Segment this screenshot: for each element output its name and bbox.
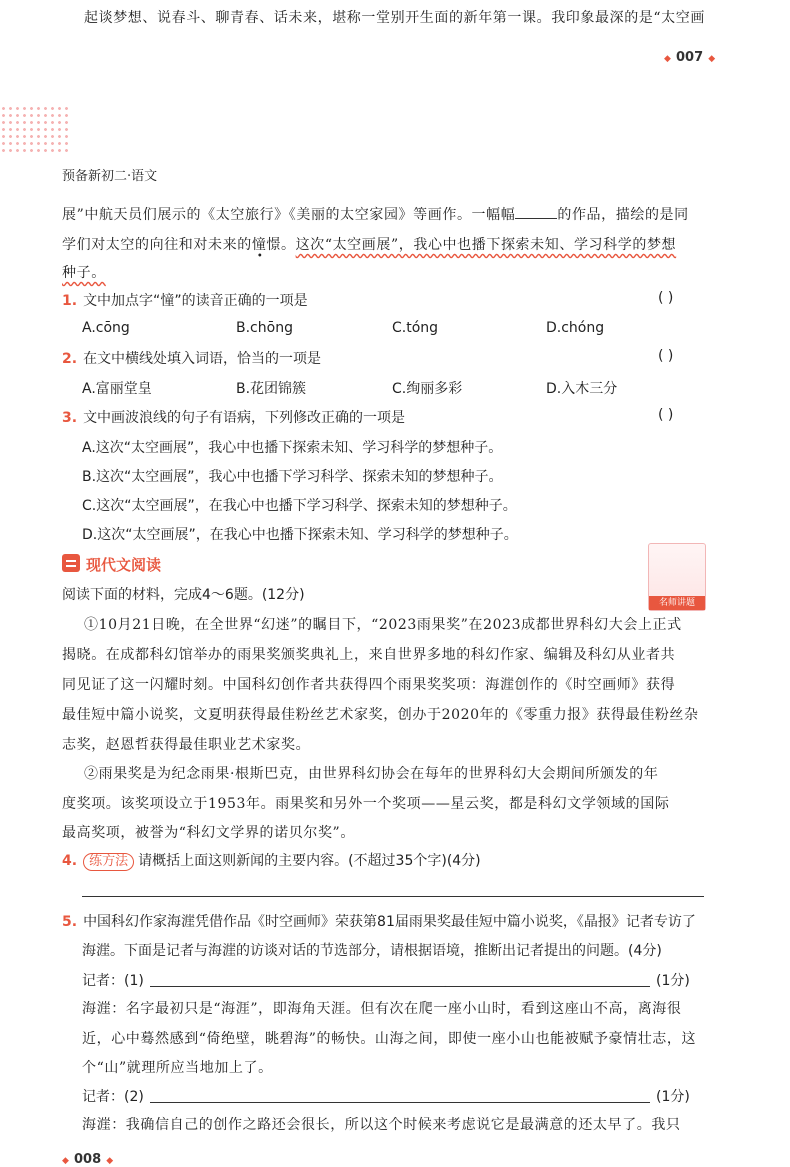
section-instruction: 阅读下面的材料，完成4～6题。(12分) bbox=[62, 587, 305, 603]
article-line: 志奖，赵恩哲获得最佳职业艺术家奖。 bbox=[62, 737, 311, 753]
score-1: (1分) bbox=[656, 973, 690, 989]
wavy-sentence-end: 种子。 bbox=[62, 265, 106, 281]
article-line: ①10月21日晚，在全世界“幻迷”的瞩目下，“2023雨果奖”在2023成都世界科幻大会上正式 bbox=[84, 617, 682, 633]
question-1: 1. 文中加点字“憧”的读音正确的一项是 bbox=[62, 293, 308, 309]
dotted-character: 憧 • bbox=[251, 237, 267, 262]
interview-answer-line: 近，心中蓦然感到“倚绝壁，眺碧海”的畅快。山海之间，即使一座小山也能被赋予豪情壮志，这 bbox=[82, 1031, 697, 1047]
q2-option-a[interactable]: A.富丽堂皇 bbox=[82, 381, 152, 397]
q1-option-a[interactable]: A.cōng bbox=[82, 320, 130, 336]
reporter-question-2: 记者：(2) bbox=[82, 1089, 144, 1105]
article-line: 度奖项。该奖项设立于1953年。雨果奖和另外一个奖项——星云奖，都是科幻文学领域的国际 bbox=[62, 796, 670, 812]
question-4: 4. 练方法 请概括上面这则新闻的主要内容。(不超过35个字)(4分) bbox=[62, 853, 481, 869]
question-3: 3. 文中画波浪线的句子有语病，下列修改正确的一项是 bbox=[62, 410, 406, 426]
article-line: 最佳短中篇小说奖，文夏明获得最佳粉丝艺术家奖，创办于2020年的《零重力报》获得最佳粉丝杂 bbox=[62, 707, 699, 723]
passage-line-2: 学们对太空的向往和对未来的憧 • 憬。这次“太空画展”，我心中也播下探索未知、学习科学的梦想 bbox=[62, 237, 677, 262]
question-5: 5. 中国科幻作家海漄凭借作品《时空画师》荣获第81届雨果奖最佳短中篇小说奖，《晶报》记者专访了 bbox=[62, 914, 696, 930]
question-5-line-2: 海漄。下面是记者与海漄的访谈对话的节选部分，请根据语境，推断出记者提出的问题。(4分) bbox=[82, 943, 662, 959]
q2-option-b[interactable]: B.花团锦簇 bbox=[236, 381, 307, 397]
score-2: (1分) bbox=[656, 1089, 690, 1105]
top-page-number: ◆ 007 ◆ bbox=[664, 50, 716, 65]
answer-line-q4[interactable] bbox=[82, 896, 704, 897]
answer-paren-2[interactable]: ( ) bbox=[658, 348, 674, 364]
article-line: 最高奖项，被誉为“科幻文学界的诺贝尔奖”。 bbox=[62, 825, 355, 841]
q1-option-c[interactable]: C.tóng bbox=[392, 320, 439, 336]
q1-option-b[interactable]: B.chōng bbox=[236, 320, 293, 336]
q3-option-c[interactable]: C.这次“太空画展”，在我心中也播下学习科学、探索未知的梦想种子。 bbox=[82, 498, 517, 514]
top-text-line: 起谈梦想、说春斗、聊青春、话未来，堪称一堂别开生面的新年第一课。我印象最深的是“太空画 bbox=[84, 10, 705, 26]
answer-line-reporter-1[interactable] bbox=[150, 986, 650, 987]
diamond-icon: ◆ bbox=[708, 54, 716, 64]
diamond-icon: ◆ bbox=[664, 54, 671, 64]
answer-paren-1[interactable]: ( ) bbox=[658, 290, 674, 306]
running-title: 预备新初二·语文 bbox=[62, 169, 158, 184]
q3-option-b[interactable]: B.这次“太空画展”，我心中也播下学习科学、探索未知的梦想种子。 bbox=[82, 469, 503, 485]
q3-option-d[interactable]: D.这次“太空画展”，在我心中也播下探索未知、学习科学的梦想种子。 bbox=[82, 527, 518, 543]
dot-pattern-decoration bbox=[0, 105, 72, 153]
wavy-sentence: 这次“太空画展”，我心中也播下探索未知、学习科学的梦想 bbox=[295, 237, 677, 253]
diamond-icon: ◆ bbox=[62, 1156, 69, 1166]
article-line: 揭晓。在成都科幻馆举办的雨果奖颁奖典礼上，来自世界多地的科幻作家、编辑及科幻从业者共 bbox=[62, 647, 676, 663]
teacher-label: 名师讲题 bbox=[649, 596, 705, 610]
answer-paren-3[interactable]: ( ) bbox=[658, 407, 674, 423]
section-title: 现代文阅读 bbox=[86, 556, 162, 574]
answer-line-reporter-2[interactable] bbox=[150, 1102, 650, 1103]
diamond-icon: ◆ bbox=[106, 1156, 114, 1166]
question-2: 2. 在文中横线处填入词语，恰当的一项是 bbox=[62, 351, 322, 367]
q3-option-a[interactable]: A.这次“太空画展”，我心中也播下探索未知、学习科学的梦想种子。 bbox=[82, 440, 503, 456]
teacher-explain-badge[interactable] bbox=[648, 543, 706, 611]
reporter-question-1: 记者：(1) bbox=[82, 973, 144, 989]
passage-line-1: 展”中航天员们展示的《太空旅行》《美丽的太空家园》等画作。一幅幅 的作品，描绘的是同 bbox=[62, 207, 689, 223]
fill-blank bbox=[515, 206, 557, 219]
article-line: 同见证了这一闪耀时刻。中国科幻创作者共获得四个雨果奖奖项：海漄创作的《时空画师》获得 bbox=[62, 677, 676, 693]
section-number-icon bbox=[62, 554, 80, 572]
method-badge: 练方法 bbox=[83, 853, 134, 871]
q1-option-d[interactable]: D.chóng bbox=[546, 320, 605, 336]
bottom-page-number: ◆ 008 ◆ bbox=[62, 1152, 114, 1167]
interview-answer-line: 个“山”就理所应当地加上了。 bbox=[82, 1060, 273, 1076]
q2-option-c[interactable]: C.绚丽多彩 bbox=[392, 381, 463, 397]
interview-answer-line: 海漄：名字最初只是“海涯”，即海角天涯。但有次在爬一座小山时，看到这座山不高，离海很 bbox=[82, 1001, 682, 1017]
q2-option-d[interactable]: D.入木三分 bbox=[546, 381, 618, 397]
interview-answer-line: 海漄：我确信自己的创作之路还会很长，所以这个时候来考虑说它是最满意的还太早了。我只 bbox=[82, 1117, 681, 1133]
article-line: ②雨果奖是为纪念雨果·根斯巴克，由世界科幻协会在每年的世界科幻大会期间所颁发的年 bbox=[84, 766, 659, 782]
passage-line-3 bbox=[62, 262, 106, 282]
